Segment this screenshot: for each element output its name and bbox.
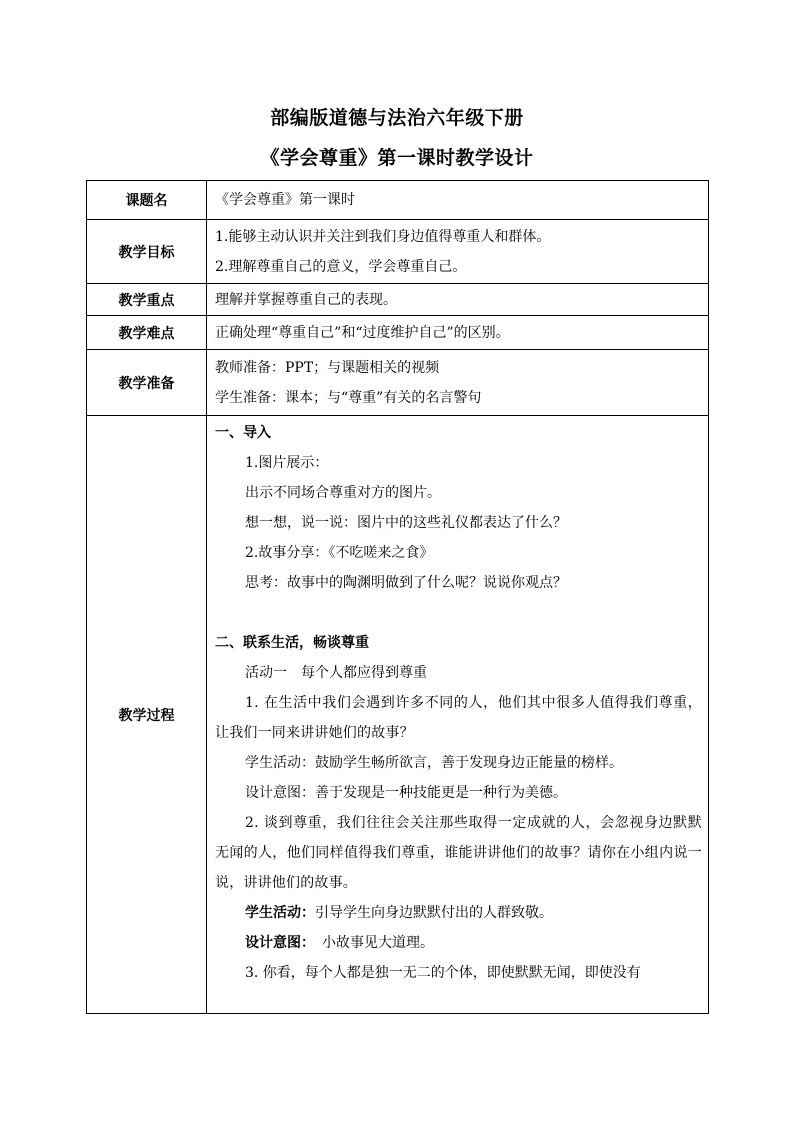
label-goals: 教学目标 [87,220,207,284]
goal-item: 1.能够主动认识并关注到我们身边值得尊重人和群体。 [215,228,551,245]
process-line: 学生活动：鼓励学生畅所欲言，善于发现身边正能量的榜样。 [245,755,623,771]
label-topic: 课题名 [87,181,207,220]
value-topic: 《学会尊重》第一课时 [207,181,709,220]
row-goals [87,220,709,284]
prep-item: 学生准备：课本；与“尊重”有关的名言警句 [215,389,482,406]
process-line [215,928,702,958]
process-line: 思考：故事中的陶渊明做到了什么呢？说说你观点？ [245,575,567,591]
value-process [207,416,709,1014]
row-topic [87,181,709,220]
process-paragraph: 2. 谈到尊重，我们往往会关注那些取得一定成就的人，会忽视身边默默无闻的人，他们同样值得我们尊重，谁能讲讲他们的故事？请你在小组内说一说，讲讲他们的故事。 [215,815,702,891]
process-paragraph: 1. 在生活中我们会遇到许多不同的人，他们其中很多人值得我们尊重，让我们一同来讲讲她们的故事？ [215,695,702,741]
value-prep [207,350,709,416]
label-key: 教学重点 [87,284,207,316]
process-line: 1.图片展示： [245,455,329,471]
value-goals [207,220,709,284]
process-line [215,898,702,928]
prep-item: 教师准备：PPT；与课题相关的视频 [215,359,440,376]
section-title: 一、导入 [215,425,271,441]
process-line: 设计意图：善于发现是一种技能更是一种行为美德。 [245,785,567,801]
process-line: 2.故事分享：《不吃嗟来之食》 [245,545,434,561]
process-line: 3. 你看，每个人都是独一无二的个体，即使默默无闻，即使没有 [245,965,641,981]
row-difficulty [87,316,709,350]
label-prep: 教学准备 [87,350,207,416]
activity-title: 活动一 每个人都应得到尊重 [245,665,427,681]
student-activity-label: 学生活动： [245,905,315,921]
design-intent-text: 小故事见大道理。 [308,935,434,951]
process-line: 想一想，说一说：图片中的这些礼仪都表达了什么？ [245,515,567,531]
student-activity-text: 引导学生向身边默默付出的人群致敬。 [315,905,553,921]
section-title: 二、联系生活，畅谈尊重 [215,635,369,651]
goal-item: 2.理解尊重自己的意义，学会尊重自己。 [215,258,467,275]
design-intent-label: 设计意图： [245,935,308,951]
value-difficulty: 正确处理“尊重自己”和“过度维护自己”的区别。 [207,316,709,350]
lesson-plan-table [86,180,709,1014]
process-line: 出示不同场合尊重对方的图片。 [245,485,441,501]
value-key: 理解并掌握尊重自己的表现。 [207,284,709,316]
document-title: 部编版道德与法治六年级下册 [270,107,524,129]
row-prep [87,350,709,416]
label-process: 教学过程 [87,416,207,1014]
document-subtitle: 《学会尊重》第一课时教学设计 [260,147,534,169]
row-process [87,416,709,1014]
row-key [87,284,709,316]
label-difficulty: 教学难点 [87,316,207,350]
